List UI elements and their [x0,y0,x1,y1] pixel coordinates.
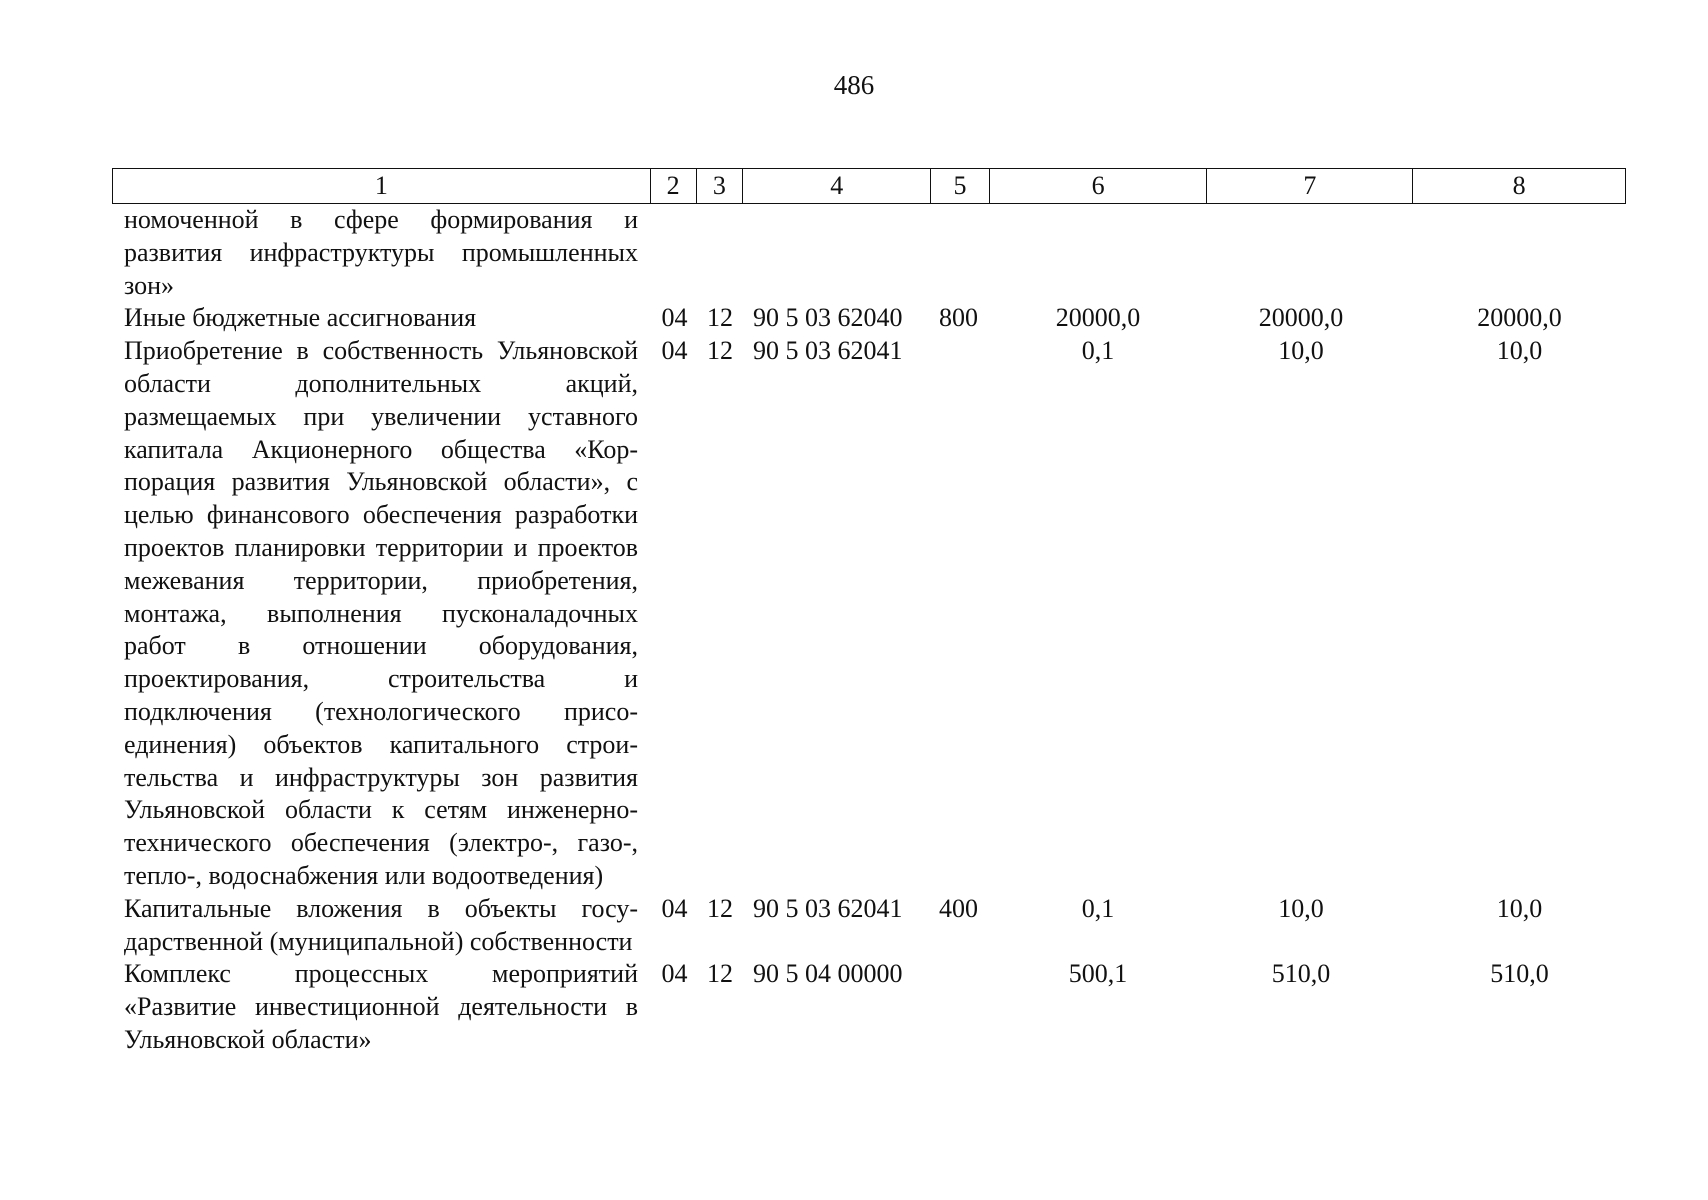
row-amount-col-7: 510,0 [1271,959,1331,989]
header-col-2: 2 [650,169,696,203]
row-name: Капитальные вложения в объекты государственной (муниципальной) собственности [124,893,638,956]
row-subsection: 12 [707,336,733,366]
row-target-article: 90 5 03 62041 [753,336,903,366]
row-name: номоченной в сфере формирования и развития инфраструктуры промышленных зон» [124,205,638,300]
row-amount-col-8: 20000,0 [1477,303,1562,333]
page-number: 486 [833,70,875,100]
header-col-4: 4 [742,169,930,203]
row-section: 04 [661,303,688,333]
row-target-article: 90 5 03 62040 [753,303,903,333]
row-amount-col-7: 10,0 [1278,893,1324,923]
row-amount-col-7: 10,0 [1278,336,1324,366]
row-amount-col-8: 510,0 [1490,959,1549,989]
row-amount-col-8: 10,0 [1496,893,1543,923]
row-subsection: 12 [707,959,733,989]
row-section: 04 [661,959,688,989]
row-expense-type: 400 [939,893,978,923]
table-header-row [112,168,1626,204]
row-name: Иные бюджетные ассигнования [124,303,477,333]
row-amount-col-6: 500,1 [1068,959,1128,989]
row-amount-col-6: 0,1 [1081,336,1115,366]
row-amount-col-6: 20000,0 [1055,303,1141,333]
row-target-article: 90 5 04 00000 [753,959,903,989]
row-subsection: 12 [707,303,733,333]
row-subsection: 12 [707,893,733,923]
row-name: Приобретение в собственность Ульяновской области дополнительных акций, размещаемых при увеличении уставного капитала Акционерного общества «Корпорация развития Ульяновской области», с целью финансового обеспечения разработки проектов планировки территории и проектов межевания территории, приобретения, монтажа, выполнения пусконаладочных работ в отношении оборудования, проектирования, строительства и подключения (технологического присоединения) объектов капитального строительства и инфраструктуры зон развития Ульяновской области к сетям инженерно-технического обеспечения (электро-, газо-, тепло-, водоснабжения или водоотведения) [124,336,638,890]
header-col-1: 1 [374,171,388,200]
row-expense-type: 800 [939,303,978,333]
row-amount-col-8: 10,0 [1496,336,1543,366]
table-row [112,302,1626,335]
row-section: 04 [661,336,688,366]
row-amount-col-6: 0,1 [1081,893,1115,923]
row-target-article: 90 5 03 62041 [753,893,903,923]
header-col-8: 8 [1412,169,1625,203]
header-col-3: 3 [696,169,743,203]
table-row [112,958,1626,1056]
header-col-7: 7 [1206,169,1412,203]
table-row [112,204,1626,302]
row-name: Комплекс процессных мероприятий «Развитие инвестиционной деятельности в Ульяновской области» [124,959,638,1054]
table-row [112,893,1626,959]
row-section: 04 [661,893,688,923]
budget-table [112,168,1626,1057]
header-col-5: 5 [930,169,989,203]
row-amount-col-7: 20000,0 [1258,303,1344,333]
header-col-6: 6 [989,169,1207,203]
table-row [112,335,1626,893]
